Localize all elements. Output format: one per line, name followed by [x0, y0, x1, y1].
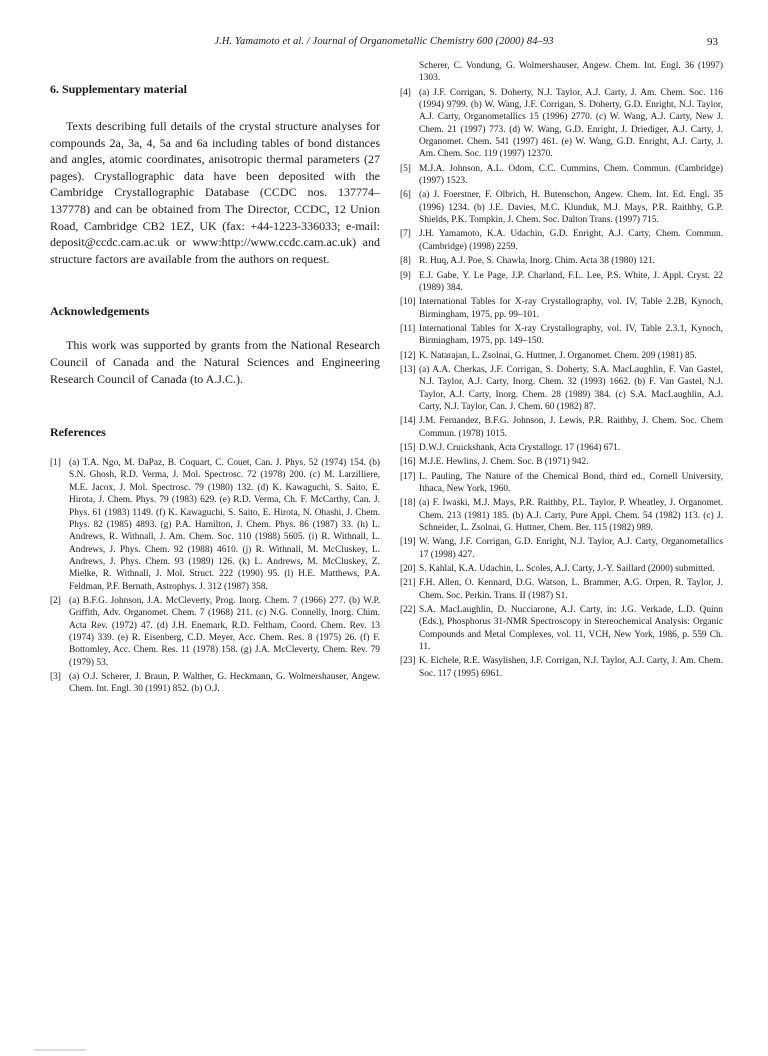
reference-text: R. Huq, A.J. Poe, S. Chawla, Inorg. Chim. Acta 38 (1980) 121.	[419, 256, 656, 267]
reference-text: M.J.E. Hewlins, J. Chem. Soc. B (1971) 942.	[419, 457, 589, 468]
reference-text: (a) J.F. Corrigan, S. Doherty, N.J. Taylor, A.J. Carty, J. Am. Chem. Soc. 116 (1994) 9799. (b) W. Wang, J.F. Corrigan, S. Doherty, G.D. Enright, N.J. Taylor, A.J. Carty, Organometallics 15 (1996) 2770. (c) W. Wang, A.J. Carty, New J. Chem. 21 (1997) 773. (d) W. Wang, G.D. Enright, J. Driediger, A.J. Carty, J. Organomet. Chem. 541 (1997) 461. (e) W. Wang, G.D. Enright, A.J. Carty, J. Am. Chem. Soc. 119 (1997) 12370.	[419, 87, 723, 160]
reference-number: [6]	[400, 190, 411, 201]
footer-rule	[34, 1049, 86, 1051]
reference-text: J.M. Fernandez, B.F.G. Johnson, J. Lewis, P.R. Raithby, J. Chem. Soc. Chem Commun. (1978) 1015.	[419, 416, 723, 439]
reference-item	[400, 604, 723, 653]
reference-text: D.W.J. Cruickshank, Acta Crystallogr. 17 (1964) 671.	[419, 442, 621, 453]
reference-number: [5]	[400, 163, 411, 174]
reference-text: W. Wang, J.F. Corrigan, G.D. Enright, N.J. Taylor, A.J. Carty, Organometallics 17 (1998) 427.	[419, 537, 723, 560]
reference-item	[400, 323, 723, 348]
reference-number: [13]	[400, 364, 416, 375]
reference-number: [8]	[400, 256, 411, 267]
acknowledgements-paragraph: This work was supported by grants from the National Research Council of Canada and the Natural Sciences and Engineering Research Council of Canada (to A.J.C.).	[50, 338, 380, 386]
reference-number: [17]	[400, 471, 416, 482]
reference-item	[400, 87, 723, 161]
reference-number: [20]	[400, 564, 416, 575]
reference-text: International Tables for X-ray Crystallography, vol. IV, Table 2.2B, Kynoch, Birmingham, 1975, pp. 99–101.	[419, 297, 723, 320]
reference-item	[400, 270, 723, 295]
left-column	[50, 82, 380, 698]
reference-text: (a) A.A. Cherkas, J.F. Corrigan, S. Doherty, S.A. MacLaughlin, F. Van Gastel, N.J. Taylor, A.J. Carty, Inorg. Chem. 32 (1993) 1662. (b) F. Van Gastel, N.J. Taylor, A.J. Carty, Inorg. Chem. 28 (1989) 384. (c) S.A. MacLaughlin, A.J. Carty, N.J. Taylor, Can. J. Chem. 60 (1982) 87.	[419, 364, 723, 412]
reference-text: S.A. MacLaughlin, D. Nucciarone, A.J. Carty, in: J.G. Verkade, L.D. Quinn (Eds.), Phosphorus 31-NMR Spectroscopy in Stereochemical Analysis: Organic Compounds and Metal Complexes, vol. 11, VCH, New York, 1986, p. 559 Ch. 11.	[419, 605, 723, 653]
reference-item	[400, 563, 723, 575]
reference-item	[50, 671, 380, 696]
reference-number: [9]	[400, 270, 411, 281]
reference-text: (a) F. Iwaski, M.J. Mays, P.R. Raithby, P.L. Taylor, P. Wheatley, J. Organomet. Chem. 213 (1981) 185. (b) A.J. Carty, Pure Appl. Chem. 54 (1982) 113. (c) J. Schneider, L. Zsolnai, G. Huttner, Chem. Ber. 115 (1982) 989.	[419, 498, 723, 534]
reference-number: [19]	[400, 537, 416, 548]
reference-text: K. Natarajan, L. Zsolnai, G. Huttner, J. Organomet. Chem. 209 (1981) 85.	[419, 350, 697, 361]
reference-number: [18]	[400, 498, 416, 509]
reference-item-continued	[400, 60, 723, 85]
acknowledgements-heading: Acknowledgements	[50, 304, 150, 319]
reference-list-right	[400, 60, 723, 680]
reference-text: F.H. Allen, O. Kennard, D.G. Watson, L. Brammer, A.G. Orpen, R. Taylor, J. Chem. Soc. Perkin. Trans. II (1987) S1.	[419, 578, 723, 601]
reference-item	[400, 364, 723, 413]
reference-number: [3]	[50, 671, 61, 682]
reference-item	[400, 577, 723, 602]
reference-item	[400, 228, 723, 253]
reference-item	[400, 536, 723, 561]
reference-number: [10]	[400, 297, 416, 308]
reference-text: L. Pauling, The Nature of the Chemical Bond, third ed., Cornell University, Ithaca, New York, 1960.	[419, 471, 723, 494]
reference-text: S. Kahlal, K.A. Udachin, L. Scoles, A.J. Carty, J.-Y. Saillard (2000) submitted.	[419, 564, 715, 575]
reference-text: J.H. Yamamoto, K.A. Udachin, G.D. Enright, A.J. Carty, Chem. Commun. (Cambridge) (1998) 2259.	[419, 229, 723, 252]
reference-list-left	[50, 457, 380, 696]
reference-item	[400, 471, 723, 496]
reference-number: [4]	[400, 87, 411, 98]
reference-item	[400, 442, 723, 454]
running-title: J.H. Yamamoto et al. / Journal of Organometallic Chemistry 600 (2000) 84–93	[214, 36, 554, 47]
running-head	[0, 36, 768, 52]
reference-item	[50, 595, 380, 669]
reference-text: International Tables for X-ray Crystallography, vol. IV, Table 2.3.1, Kynoch, Birmingham, 1975, pp. 149–150.	[419, 323, 723, 347]
reference-text: Scherer, C. Vondung, G. Wolmershauser, Angew. Chem. Int. Engl. 36 (1997) 1303.	[419, 61, 723, 84]
reference-item	[400, 655, 723, 680]
reference-number: [15]	[400, 442, 416, 453]
reference-number: [14]	[400, 416, 416, 427]
reference-item	[400, 415, 723, 440]
reference-number: [22]	[400, 605, 416, 616]
reference-item	[400, 296, 723, 321]
page-number: 93	[707, 36, 718, 48]
reference-number: [11]	[400, 323, 416, 334]
reference-text: (a) O.J. Scherer, J. Braun, P. Walther, G. Heckmann, G. Wolmershauser, Angew. Chem. Int. Engl. 30 (1991) 852. (b) O.J.	[69, 671, 380, 695]
reference-text: (a) B.F.G. Johnson, J.A. McCleverty, Prog. Inorg. Chem. 7 (1966) 277. (b) W.P. Griffith, Adv. Organomet. Chem. 7 (1968) 211. (c) N.G. Connelly, Inorg. Chim. Acta Rev. (1972) 47. (d) J.H. Enemark, R.D. Feltham, Coord. Chem. Rev. 13 (1974) 339. (e) R. Eisenberg, C.D. Meyer, Acc. Chem. Res. 8 (1975) 26. (f) F. Bottomley, Acc. Chem. Res. 11 (1978) 158. (g) J.A. McCleverty, Chem. Rev. 79 (1979) 53.	[69, 595, 380, 668]
reference-number: [23]	[400, 656, 416, 667]
supplementary-paragraph: Texts describing full details of the crystal structure analyses for compounds 2a, 3a, 4, 5a and 6a including tables of bond distances and angles, atomic coordinates, anisotropic thermal parameters (27 pages). Crystallographic data have been deposited with the Cambridge Crystallographic Database (CCDC nos. 137774–137778) and can be obtained from The Director, CCDC, 12 Union Road, Cambridge CB2 1EZ, UK (fax: +44-1223-336033; e-mail: deposit@ccdc.cam.ac.uk or www:http://www.ccdc.cam.ac.uk) and structure factors are available from the authors on request.	[50, 119, 380, 266]
supplementary-heading: 6. Supplementary material	[50, 82, 187, 96]
reference-item	[400, 255, 723, 267]
reference-item	[400, 163, 723, 188]
reference-item	[400, 350, 723, 362]
reference-item	[400, 189, 723, 226]
reference-number: [12]	[400, 350, 416, 361]
reference-text: (a) T.A. Ngo, M. DaPaz, B. Coquart, C. Couet, Can. J. Phys. 52 (1974) 154. (b) S.N. Ghosh, R.D. Verma, J. Mol. Spectrosc. 72 (1978) 200. (c) M. Larzilliere, M.E. Jacox, J. Mol. Spectrosc. 79 (1980) 132. (d) K. Kawaguchi, S. Saito, E. Hirota, J. Chem. Phys. 79 (1983) 629. (e) R.D. Verma, Ch. F. McCarthy, Can. J. Phys. 61 (1983) 1149. (f) K. Kawaguchi, S. Saito, E. Hirota, N. Ohashi, J. Chem. Phys. 82 (1985) 4893. (g) P.A. Hamilton, J. Chem. Phys. 86 (1987) 33. (h) L. Andrews, R. Withnall, J. Am. Chem. Soc. 110 (1988) 5605. (i) R. Withnall, L. Andrews, J. Phys. Chem. 92 (1988) 4610. (j) R. Withnall, M. McCluskey, L. Andrews, J. Phys. Chem. 93 (1989) 126. (k) L. Andrews, M. McCluskey, Z. Mielke, R. Withnall, J. Mol. Struct. 222 (1990) 95. (l) H.E. Matthews, P.A. Feldman, P.F. Bernath, Astrophys. J. 312 (1987) 358.	[69, 458, 380, 592]
reference-number: [1]	[50, 458, 61, 469]
reference-number: [16]	[400, 457, 416, 468]
reference-item	[50, 457, 380, 593]
references-heading: References	[50, 425, 106, 440]
reference-item	[400, 497, 723, 534]
reference-number: [2]	[50, 595, 61, 606]
right-column	[400, 60, 723, 682]
reference-item	[400, 456, 723, 468]
reference-text: (a) J. Foerstner, F. Olbrich, H. Butenschon, Angew. Chem. Int. Ed. Engl. 35 (1996) 1234. (b) J.E. Davies, M.C. Klunduk, M.J. Mays, P.R. Raithby, G.P. Shields, P.K. Tompkin, J. Chem. Soc. Dalton Trans. (1997) 715.	[419, 190, 723, 226]
reference-text: E.J. Gabe, Y. Le Page, J.P. Charland, F.L. Lee, P.S. White, J. Appl. Cryst. 22 (1989) 384.	[419, 270, 723, 293]
reference-number: [7]	[400, 229, 411, 240]
reference-number: [21]	[400, 578, 416, 589]
reference-text: M.J.A. Johnson, A.L. Odom, C.C. Cummins, Chem. Commun. (Cambridge) (1997) 1523.	[419, 163, 723, 187]
reference-text: K. Eichele, R.E. Wasylishen, J.F. Corrigan, N.J. Taylor, A.J. Carty, J. Am. Chem. Soc. 117 (1995) 6961.	[419, 656, 723, 679]
